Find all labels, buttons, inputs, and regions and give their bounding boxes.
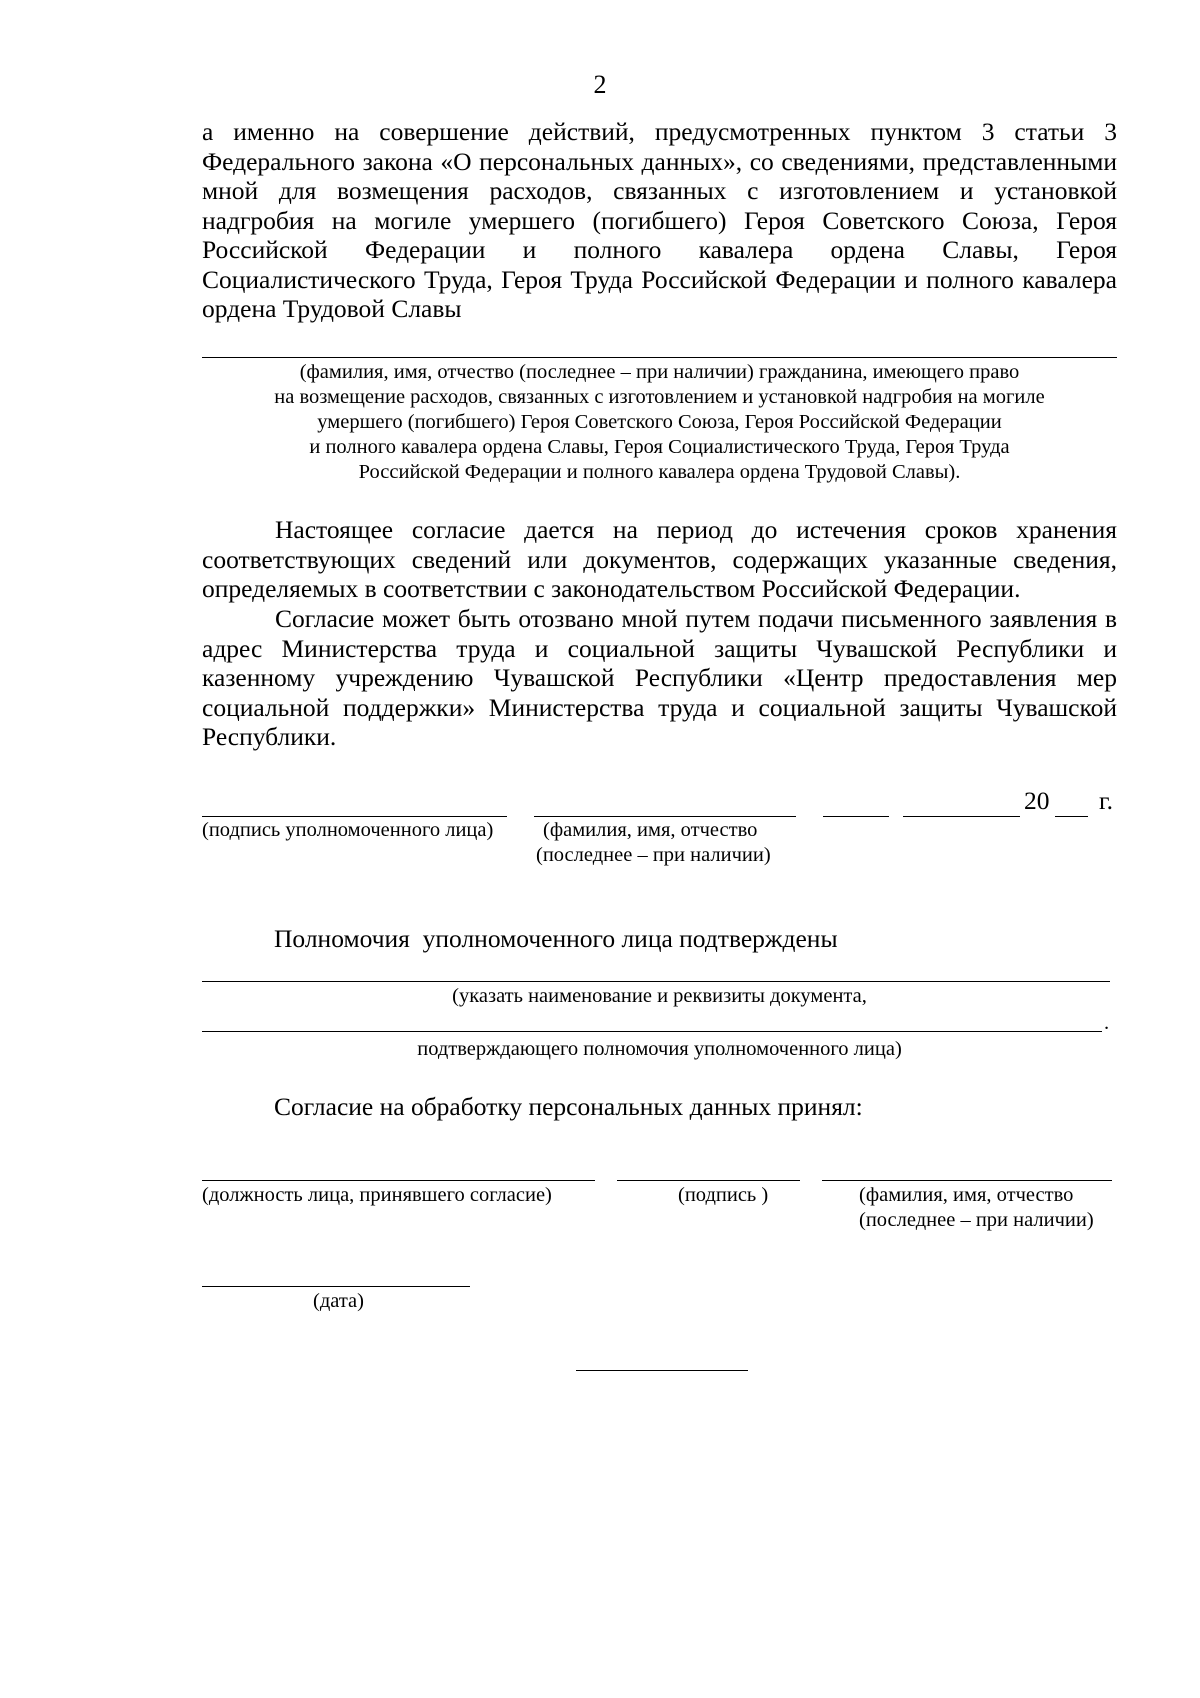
acceptor-signature-caption: (подпись ) xyxy=(678,1184,769,1206)
year-prefix: 20 xyxy=(1024,786,1050,815)
authority-line-end-mark: . xyxy=(1104,1012,1110,1034)
intro-paragraph: а именно на совершение действий, предусмотренных пунктом 3 статьи 3 Федерального закона «О персональных данных», со сведениями, представленными мной для возмещения расходов, связанных с изготовлением и установкой надгробия на могиле умершего (погибшего) Героя Советского Союза, Героя Российской Федерации и полного кавалера ордена Славы, Героя Социалистического Труда, Героя Труда Российской Федерации и полного кавалера ордена Трудовой Славы xyxy=(202,117,1117,323)
citizen-caption-line: и полного кавалера ордена Славы, Героя Социалистического Труда, Героя Труда xyxy=(309,436,1010,458)
citizen-caption-line: умершего (погибшего) Героя Советского Союза, Героя Российской Федерации xyxy=(317,411,1002,433)
authority-heading: Полномочия уполномоченного лица подтверждены xyxy=(274,924,838,953)
date-month-line[interactable] xyxy=(903,816,1020,817)
position-line[interactable] xyxy=(202,1180,595,1181)
acceptor-name-caption-line: (последнее – при наличии) xyxy=(859,1209,1094,1231)
signature-caption: (подпись уполномоченного лица) xyxy=(202,819,494,841)
acceptor-signature-line[interactable] xyxy=(617,1180,800,1181)
authority-confirm-caption: подтверждающего полномочия уполномоченного лица) xyxy=(417,1038,902,1060)
acceptor-name-line[interactable] xyxy=(822,1180,1112,1181)
authority-confirm-line[interactable] xyxy=(202,1031,1102,1032)
name-caption-line: (последнее – при наличии) xyxy=(536,844,771,866)
page-number: 2 xyxy=(593,70,607,99)
signature-line[interactable] xyxy=(202,816,507,817)
date-caption: (дата) xyxy=(313,1290,364,1312)
end-separator xyxy=(576,1370,748,1371)
name-line[interactable] xyxy=(534,816,796,817)
period-paragraph: Настоящее согласие дается на период до истечения сроков хранения соответствующих сведений или документов, содержащих указанные сведения, определяемых в соответствии с законодательством Российской Федерации. xyxy=(202,515,1117,603)
revocation-paragraph: Согласие может быть отозвано мной путем подачи письменного заявления в адрес Министерства труда и социальной защиты Чувашской Республики и казенному учреждению Чувашской Республики «Центр предоставления мер социальной поддержки» Министерства труда и социальной защиты Чувашской Республики. xyxy=(202,604,1117,751)
acceptor-name-caption-line: (фамилия, имя, отчество xyxy=(859,1184,1074,1206)
citizen-caption-line: на возмещение расходов, связанных с изготовлением и установкой надгробия на могиле xyxy=(274,386,1045,408)
name-caption-line: (фамилия, имя, отчество xyxy=(543,819,758,841)
citizen-caption-line: (фамилия, имя, отчество (последнее – при наличии) гражданина, имеющего право xyxy=(299,361,1020,383)
acceptance-heading: Согласие на обработку персональных данных принял: xyxy=(274,1092,863,1121)
authority-doc-line[interactable] xyxy=(202,981,1110,982)
date-day-line[interactable] xyxy=(823,816,889,817)
date-year-line[interactable] xyxy=(1055,816,1088,817)
citizen-caption-line: Российской Федерации и полного кавалера ордена Трудовой Славы). xyxy=(358,461,961,483)
year-suffix: г. xyxy=(1099,786,1113,815)
authority-doc-caption: (указать наименование и реквизиты документа, xyxy=(452,985,867,1007)
citizen-caption xyxy=(202,360,1117,485)
position-caption: (должность лица, принявшего согласие) xyxy=(202,1184,552,1206)
citizen-name-line[interactable] xyxy=(202,357,1117,358)
date-line[interactable] xyxy=(202,1286,470,1287)
